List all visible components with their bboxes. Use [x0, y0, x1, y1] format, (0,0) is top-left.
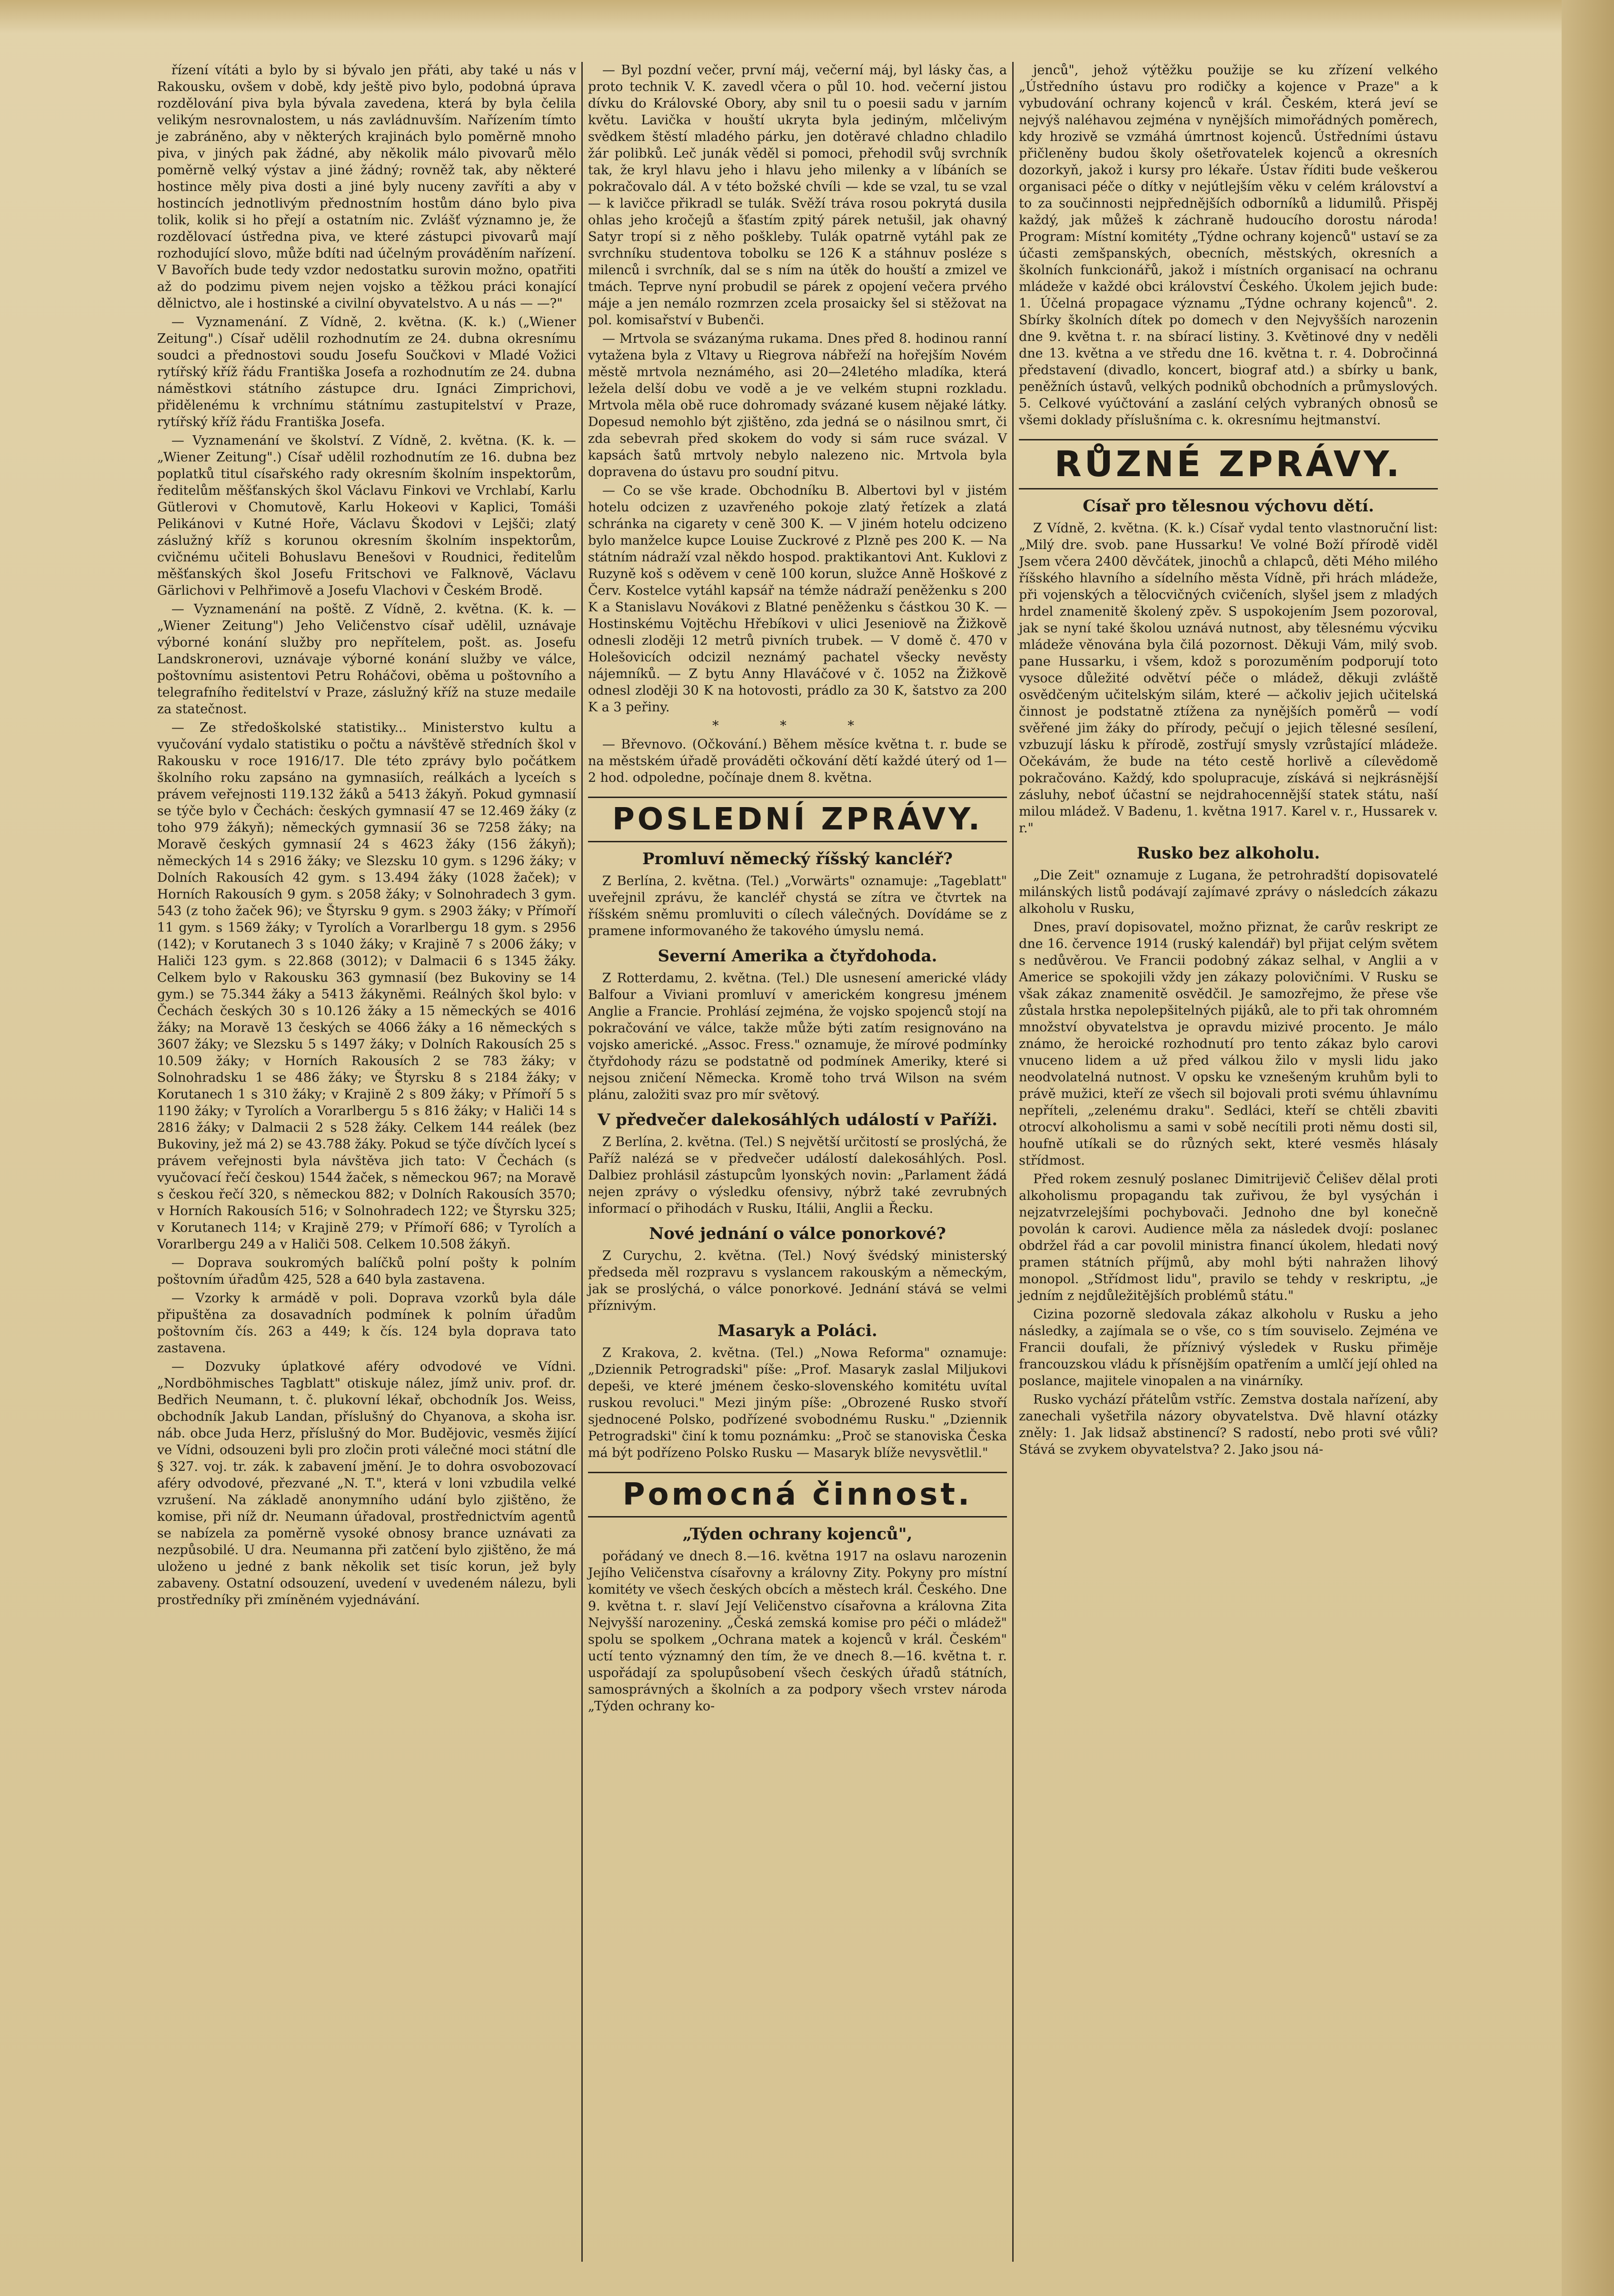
page-top-edge: [0, 0, 1614, 33]
headline-submarine-war: Nové jednání o válce ponorkové?: [649, 1224, 946, 1243]
article-russia-alcohol-p4: Cizina pozorně sledovala zákaz alkoholu v Rusku a jeho následky, a zajímala se o vše, co s tím souviselo. Zejména ve Francii doufali, že příznivý výsledek v Rusku přiměje francouzskou vládu k přísnějším opatřením a umlčí její ohled na poslance, majitele vinopalen a na vinárníky.: [1019, 1307, 1438, 1388]
headline-infant-week: „Týden ochrany kojenců",: [682, 1525, 913, 1544]
article-army-samples: — Vzorky k armádě v poli. Doprava vzorků byla dále připuštěna za dosavadních podmínek k polním úřadům poštovním čís. 263 a 449; k čís. 124 byla doprava tato zastavena.: [157, 1291, 576, 1356]
article-field-post-parcels: — Doprava soukromých balíčků polní pošty k polním poštovním úřadům 425, 528 a 640 byla zastavena.: [157, 1256, 576, 1287]
column-1: [157, 62, 576, 1610]
column-2: [588, 62, 1007, 1717]
section-banner-relief-activity: Pomocná činnost.: [588, 1472, 1007, 1517]
article-paris-events: Z Berlína, 2. května. (Tel.) S největší určitostí se proslýchá, že Paříž nalézá se v předvečer událostí dalekosáhlých. Posl. Dalbiez prohlásil zástupcům lyonských novin: „Parlament žádá nejen zprávy o výsledku ofensivy, nýbrž také zevrubných informací o přihodách v Rusku, Itálii, Anglii a Řecku.: [588, 1135, 1007, 1216]
headline-chancellor: Promluví německý říšský kancléř?: [642, 849, 953, 868]
article-bribery-affair: — Dozvuky úplatkové aféry odvodové ve Vídni. „Nordböhmisches Tagblatt" otiskuje nález, jímž univ. prof. dr. Bedřich Neumann, t. č. plukovní lékař, obchodník Jos. Weiss, obchodník Jakub Landan, příslušný do Chyanova, a skoha isr. náb. obce Juda Herz, příslušný do Mor. Budějovic, vesměs žijící ve Vídni, odsouzeni byli pro zločin proti válečné moci státní dle § 327. voj. tr. zák. k zabavení jmění. Je to dohra osvobozovací aféry odvodové, přezvané „N. T.", která v loni vzbudila velké vzrušení. Na základě anonymního udání bylo zjištěno, že komise, při níž dr. Neumann úřadoval, prostřednictvím agentů se nabízela za poměrně vysoké obnosy brance uznávati za nezpůsobilé. U dra. Neumanna při zatčení bylo zjištěno, že má uloženo u jedné z bank několik set tisíc korun, jež byly zabaveny. Ostatní odsouzení, uvedení v uvedeném nálezu, byli prostředníky při zmíněném vyjednávání.: [157, 1359, 576, 1607]
headline-masaryk-poles: Masaryk a Poláci.: [717, 1321, 877, 1340]
article-thefts: — Co se vše krade. Obchodníku B. Albertovi byl v jistém hotelu odcizen z uzavřeného pokoje zlatý řetízek a zlatá schránka na cigarety v ceně 300 K. — V jiném hotelu odcizeno bylo manželce kupce Louise Zuckrové z Plzně pes 200 K. — Na státním nádraží vzal někdo hospod. praktikantovi Ant. Kuklovi z Ruzyně koš s oděvem v ceně 100 korun, služce Anně Hoškové z Červ. Kostelce vytáhl kapsář na témže nádraží peněženku s 200 K a Stanislavu Novákovi z Blatné peněženku s částkou 30 K. — Hostinskému Vojtěchu Hřebíkovi v ulici Jeseniově na Žižkově odnesli zloději 12 metrů pivních trubek. — V domě č. 470 v Holešovicích odcizil neznámý pachatel všecky nevěsty nájemníků. — Z bytu Anny Hlaváčové v č. 1052 na Žižkově odnesl zloději 30 K na hotovosti, prádlo za 30 K, šatstvo za 200 K a 3 peřiny.: [588, 483, 1007, 715]
article-decoration-justice: — Vyznamenání. Z Vídně, 2. května. (K. k.) („Wiener Zeitung".) Císař udělil rozhodnutím ze 24. dubna okresnímu soudci a přednostovi soudu Josefu Součkovi v Mladé Vožici rytířský kříž řádu Františka Josefa a rozhodnutím ze 24. dubna náměstkovi státního zástupce dru. Ignáci Zimprichovi, přidělenému k vrchnímu státnímu zastupitelství v Praze, rytířský kříž řádu Františka Josefa.: [157, 315, 576, 429]
article-masaryk-poles: Z Krakova, 2. května. (Tel.) „Nowa Reforma" oznamuje: „Dziennik Petrogradski" píše: „Prof. Masaryk zaslal Miljukovi depeši, ve které jménem česko-slovenského komitétu uvítal ruskou revoluci." Mezi jiným píše: „Obrozené Rusko stvoří sjednocené Polsko, podřízené svobodnému Rusku." „Dziennik Petrogradski" činí k tomu poznámku: „Proč se stanoviska Česka má být podřízeno Polsko Rusku — Masaryk blíže nevysvětlil.": [588, 1346, 1007, 1460]
headline-paris-events: V předvečer dalekosáhlých událostí v Paříži.: [597, 1110, 998, 1129]
headline-emperor-physical-education: Císař pro tělesnou výchovu dětí.: [1083, 497, 1374, 516]
column-rule-2: [1012, 62, 1014, 2262]
article-may-evening-theft: — Byl pozdní večer, první máj, večerní máj, byl lásky čas, a proto technik V. K. zavedl včera o půl 10. hod. večerní jistou dívku do Královské Obory, aby snil tu o poesii sadu v jarním květu. Lavička v houští ukryta byla jediným, mlčelivým svědkem štěstí mladého párku, jen dotěravé chladno chladilo žár polibků. Leč junák věděl si pomoci, přehodil svůj svrchník tak, že kryl hlavu jeho i hlavu jeho milenky a v líbáních se pokračovalo dál. A v této božské chvíli — kde se vzal, tu se vzal — k lavičce přikradl se tulák. Svěží tráva rosou pokrytá dusila ohlas jeho kročejů a šťastím zpitý párek netušil, jak ohavný Satyr tropí si z něho poškleby. Tulák opatrně vytáhl pak ze svrchníku studentova tobolku se 126 K a stáhnuv posléze s milenců i svrchník, dal se s ním na útěk do houští a zmizel ve tmách. Teprve nyní probudil se párek z opojení večera prvého máje a jen nemálo rozmrzen zcela prosaicky šel si stěžovat na pol. komisařství v Bubenči.: [588, 63, 1007, 328]
column-3: [1019, 62, 1438, 1460]
article-russia-alcohol-p3: Před rokem zesnulý poslanec Dimitrijevič Čelišev dělal proti alkoholismu propagandu tak zuřivou, že byl vysýchán i nejzatvrzelejšími pochybovači. Jednoho dne byl konečně povolán k carovi. Audience měla za následek dvojí: poslanec obdržel řád a car povolil ministra financí úkolem, hledati nový pramen státních příjmů, aby mohl býti nahražen lihový monopol. „Střídmost lidu", pravilo se tehdy v reskriptu, „je jedním z nejdůležitějších problémů státu.": [1019, 1172, 1438, 1303]
article-school-statistics: — Ze středoškolské statistiky... Ministerstvo kultu a vyučování vydalo statistiku o počtu a návštěvě středních škol v Rakousku v roce 1916/17. Dle této zprávy bylo počátkem školního roku zapsáno na gymnasiích, reálkách a lyceích s právem veřejnosti 119.132 žáků a 5413 žákyň. Pokud gymnasií se týče bylo v Čechách: českých gymnasií 47 se 12.469 žáky (z toho 979 žákyň); německých gymnasií 36 se 7258 žáky; na Moravě českých gymnasií 24 s 4623 žáky (156 žákyň); německých 14 s 2916 žáky; ve Slezsku 10 gym. s 1296 žáky; v Dolních Rakousích 42 gym. s 13.494 žáky (1028 žaček); v Horních Rakousích 9 gym. s 2058 žáky; v Solnohradech 3 gym. 543 (z toho žaček 96); ve Štyrsku 9 gym. s 2903 žáky; v Přímoří 11 gym. s 1569 žáky; v Tyrolích a Vorarlbergu 18 gym. s 2956 (142); v Korutanech 3 s 1040 žáky; v Krajině 7 s 2006 žáky; v Haliči 123 gym. s 22.868 (3012); v Dalmacii 6 s 1345 žáky. Celkem bylo v Rakousku 363 gymnasií (bez Bukoviny se 14 gym.) se 75.344 žáky a 5413 žákyněmi. Reálných škol bylo: v Čechách českých 30 s 10.126 žáky a 15 německých se 4016 žáky; na Moravě 13 českých se 4066 žáky a 16 německých s 3607 žáky; ve Slezsku 5 s 1497 žáky; v Dolních Rakousích 25 s 10.509 žáky; v Horních Rakousích 2 se 783 žáky; v Solnohradsku 1 se 486 žáky; ve Štyrsku 8 s 2184 žáky; v Korutanech 1 s 310 žáky; v Krajině 2 s 809 žáky; v Přímoří 5 s 1190 žáky; v Tyrolích a Vorarlbergu 5 s 816 žáky; v Haliči 14 s 2816 žáky; v Dalmacii 2 s 528 žáky. Celkem 144 reálek (bez Bukoviny, jež má 2) se 43.788 žáky. Pokud se týče dívčích lyceí s právem veřejnosti byla návštěva jich tato: V Čechách (s vyučovací řečí českou) 1544 žaček, s německou 967; na Moravě s českou řečí 320, s německou 882; v Dolních Rakousích 3570; v Horních Rakousích 516; v Solnohradech 122; ve Štyrsku 325; v Korutanech 114; v Krajině 279; v Přímoří 686; v Tyrolích a Vorarlbergu 249 a v Haliči 508. Celkem 10.508 žákyň.: [157, 720, 576, 1252]
section-banner-various-news: RŮZNÉ ZPRÁVY.: [1019, 439, 1438, 489]
headline-america-entente: Severní Amerika a čtyřdohoda.: [658, 947, 937, 966]
article-decoration-post: — Vyznamenání na poště. Z Vídně, 2. května. (K. k. — „Wiener Zeitung") Jeho Veličenstvo císař udělil, uznávaje výborné konání služby pro nepřítelem, pošt. as. Josefu Landskronerovi, uznávaje výborné konání služby ve válce, poštovnímu asistentovi Petru Roháčovi, oběma u poštovního a telegrafního ředitelství v Praze, záslužný kříž na stuze medaile za statečnost.: [157, 602, 576, 717]
headline-russia-alcohol: Rusko bez alkoholu.: [1136, 844, 1320, 863]
article-infant-week: pořádaný ve dnech 8.—16. května 1917 na oslavu narozenin Jejího Veličenstva císařovny a královny Zity. Pokyny pro místní komitéty ve všech českých obcích a městech král. Českého. Dne 9. května t. r. slaví Její Veličenstvo císařovna a královna Zita Nejvyšší narozeniny. „Česká zemská komise pro péči o mládež" spolu se spolkem „Ochrana matek a kojenců v král. Českém" uctí tento významný den tím, že ve dnech 8.—16. května t. r. uspořádají za spolupůsobení všech českých úřadů státních, samosprávných a školních a za podpory všech vrstev národa „Týden ochrany ko-: [588, 1549, 1007, 1714]
section-separator: * * *: [712, 719, 883, 733]
article-russia-alcohol-intro: „Die Zeit" oznamuje z Lugana, že petrohradští dopisovatelé milánských listů podávají zajímavé zprávy o následcích zákazu alkoholu v Rusku,: [1019, 868, 1438, 916]
article-infant-week-continued: jenců", jehož výtěžku použije se ku zřízení velkého „Ústředního ústavu pro rodičky a kojence v Praze" a k vybudování ochrany kojenců v král. Českém, která jeví se nejvýš naléhavou zejména v nynějších mimořádných poměrech, kdy hrozivě se vzmáhá úmrtnost kojenců. Ústředními ústavu přičleněny budou školy ošetřovatelek kojenců a okresních dozorkyň, jakož i kursy pro lékaře. Ústav říditi bude veškerou organisaci péče o dítky v nejútlejším věku v celém království a to za součinnosti nejpřednějších odborníků a lidumilů. Přispěj každý, jak můžeš k záchraně hudoucího dorostu národa! Program: Místní komitéty „Týdne ochrany kojenců" ustaví se za účasti zemšpanských, obecních, městských, okresních a školních funkcionářů, jakož i místních organisací na ochranu mládeže v každé obci království Českého. Úkolem jejich bude: 1. Účelná propagace významu „Týdne ochrany kojenců". 2. Sbírky školních dítek po domech v den Nejvyšších narozenin dne 9. května t. r. na sbírací listiny. 3. Květinové dny v neděli dne 13. května a ve středu dne 16. května t. r. 4. Dobročinná představení (divadlo, koncert, biograf atd.) a sbírky u bank, peněžních ústavů, velkých podniků obchodních a průmyslových. 5. Celkové vyúčtování a zaslání celých vybraných obnosů se všemi doklady příslušníma c. k. okresnímu hejtmanství.: [1019, 63, 1438, 428]
article-emperor-letter: Z Vídně, 2. května. (K. k.) Císař vydal tento vlastnoruční list: „Milý dre. svob. pane Hussarku! Ve volné Boží přírodě viděl Jsem včera 2400 děvčátek, jinochů a chlapců, děti Mého milého říšského hlavního a sídelního města Vídně, při hrách mládeže, při vojenských a tělocvičných cvičeních, slyšel jsem z mladých hrdel znamenitě školený zpěv. S uspokojením Jsem pozoroval, jak se nyní také školou uznává nutnost, aby tělesnému výcviku mládeže věnována byla čilá pozornost. Děkuji Vám, milý svob. pane Hussarku, i všem, kdož s porozuměním podporují toto vysoce důležité odvětví péče o mládež, děkuji zvláště osvědčeným učitelským silám, které — ačkoliv jejich učitelská činnost je podstatně ztížena za nynějších poměrů — vodí svěřené jim žáky do přírody, pečují o jejich tělesné sesílení, vzbuzují lásku k přírodě, zostřují smysly vzrůstající mládeže. Očekávám, že bude na této cestě horlivě a cílevědomě pokračováno. Každý, kdo spolupracuje, získává si nejkrásnější zásluhy, neboť účastní se nejdrahocennější statek státu, naší milou mládež. V Badenu, 1. května 1917. Karel v. r., Hussarek v. r.": [1019, 521, 1438, 836]
article-body-found: — Mrtvola se svázanýma rukama. Dnes před 8. hodinou ranní vytažena byla z Vltavy u Riegrova nábřeží na hořejším Novém městě mrtvola neznámého, asi 20—24letého mladíka, která ležela delší dobu ve vodě a je ve velkém stupni rozkladu. Mrtvola měla obě ruce dohromady svázané kusem nějaké látky. Dopesud nemohlo být zjištěno, zda jedná se o násilnou smrt, či zda sebevrah před skokem do vody si sám ruce svázal. V kapsách šatů mrtvoly nebylo nalezeno nic. Mrtvola byla dopravena do ústavu pro soudní pitvu.: [588, 331, 1007, 479]
article-america-entente: Z Rotterdamu, 2. května. (Tel.) Dle usnesení americké vlády Balfour a Viviani promluví v americkém kongresu jménem Anglie a Francie. Prohlásí zejména, že vojsko spojenců stojí na pokračování ve válce, takže může býti zatím resignováno na vojsko americké. „Assoc. Fress." oznamuje, že mírové podmínky čtyřdohody rázu se podstatně od podmínek Ameriky, které si nejsou zničení Německa. Kromě toho trvá Wilson na svém plánu, založiti svaz pro mír světový.: [588, 971, 1007, 1102]
column-rule-1: [581, 62, 583, 2262]
article-beer-regulation: řízení vítáti a bylo by si bývalo jen přáti, aby také u nás v Rakousku, ovšem v době, kdy ještě pivo bylo, podobná úprava rozdělování piva byla bývala zavedena, která by byla čelila velikým nesrovnalostem, u nás zavládnuvším. Nařízením tímto je zabráněno, aby v některých krajinách bylo poměrně mnoho piva, v jiných pak žádné, aby několik málo pivovarů mělo poměrně velký výstav a jiné žádný; rovněž tak, aby některé hostince měly piva dosti a jiné byly nuceny zavříti a aby v hostincích jednotlivým přednostním hostům dáno bylo piva tolik, kolik si ho přejí a ostatním nic. Zvlášť významno je, že rozdělovací ústředna piva, ve které zástupci pivovarů mají rozhodující slovo, může bdíti nad účelným prováděním nařízení. V Bavořích bude tedy vzdor nedostatku surovin možno, opatřiti až do podzimu pivem nejen vojsko a těžkou práci konající dělnictvo, ale i hostinské a civilní obyvatelstvo. A u nás — —?": [157, 63, 576, 311]
article-russia-alcohol-p5: Rusko vychází přátelům vstříc. Zemstva dostala nařízení, aby zanechali vyšetřila názory obyvatelstva. Dvě hlavní otázky zněly: 1. Jak lidsaž abstinencí? S radostí, nebo proti své vůli? Stává se zvykem obyvatelstva? 2. Jako jsou ná-: [1019, 1392, 1438, 1457]
section-banner-latest-news: POSLEDNÍ ZPRÁVY.: [588, 797, 1007, 842]
article-submarine-war: Z Curychu, 2. května. (Tel.) Nový švédský ministerský předseda měl rozpravu s vyslancem rakouským a německým, jak se proslýchá, o válce ponorkové. Jednání stává se velmi příznivým.: [588, 1248, 1007, 1313]
article-chancellor: Z Berlína, 2. května. (Tel.) „Vorwärts" oznamuje: „Tageblatt" uveřejnil zprávu, že kancléř chystá se zítra ve čtvrtek na říšském sněmu promluviti o cílech válečných. Dovídáme se z pramene informovaného že takového úmyslu nemá.: [588, 874, 1007, 938]
article-decoration-education: — Vyznamenání ve školství. Z Vídně, 2. května. (K. k. — „Wiener Zeitung".) Císař udělil rozhodnutím ze 16. dubna bez poplatků titul císařského rady okresním školním inspektorům, ředitelům měšťanských škol Václavu Finkovi ve Vrchlabí, Karlu Gütlerovi v Chomutově, Karlu Hokeovi v Kaplici, Tomáši Pelikánovi v Kutné Hoře, Václavu Škodovi v Lejšči; zlatý záslužný kříž s korunou okresním školním inspektorům, cvičnému učiteli Bohuslavu Benešovi v Roudnici, ředitelům měšťanských škol Josefu Fritschovi ve Falknově, Václavu Gärlichovi v Pelhřimově a Josefu Vlachovi v Českém Brodě.: [157, 433, 576, 598]
article-russia-alcohol-p2: Dnes, praví dopisovatel, možno přiznat, že carův reskript ze dne 16. července 1914 (ruský kalendář) byl přijat celým světem s nedůvěrou. Ve Francii podobný zákaz selhal, v Anglii a v Americe se spokojili vždy jen zákazy polovičními. V Rusku se však zákaz znamenitě osvědčil. Je samozřejmo, že přese vše zůstala hrstka nepolepšitelných pijáků, ale to při tak ohromném množství obyvatelstva je opravdu mizivé procento. Je málo známo, že heroické rozhodnutí pro tento zákaz bylo carovi vnuceno lidem a už před válkou žilo v mysli lidu jako neodvolatelná nutnost. V opsku ke vznešeným kruhům byli to právě mužici, kteří ze všech sil bojovali proti svému úhlavnímu nepříteli, „zelenému draku". Sedláci, kteří se chtěli zbaviti otrocví alkoholismu a sami v sobě necítili proti němu dosti sil, houfně utíkali se do různých sekt, které vesměs hlásaly střídmost.: [1019, 920, 1438, 1168]
page-right-edge: [1562, 0, 1614, 2296]
article-brevnov-vaccination: — Břevnovo. (Očkování.) Během měsíce května t. r. bude se na městském úřadě prováděti očkování dětí každé úterý od 1—2 hod. odpoledne, počínaje dnem 8. května.: [588, 737, 1007, 785]
